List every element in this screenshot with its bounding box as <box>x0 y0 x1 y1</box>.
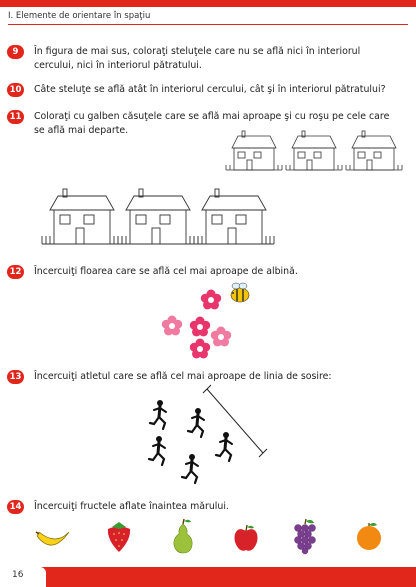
flower-icon[interactable] <box>190 317 210 337</box>
flower-icon[interactable] <box>211 327 231 347</box>
grapes-icon[interactable] <box>290 518 320 554</box>
pear-icon[interactable] <box>170 518 196 554</box>
bottom-accent-bar <box>0 567 416 587</box>
house-icon <box>286 131 342 170</box>
exercise-number-badge: 13 <box>7 370 24 384</box>
exercise-number-badge: 12 <box>7 265 24 279</box>
flower-icon[interactable] <box>190 339 210 359</box>
runner-icon[interactable] <box>188 408 204 437</box>
runner-icon[interactable] <box>149 436 165 465</box>
house-icon <box>42 189 122 244</box>
far-houses-illustration[interactable] <box>224 128 404 178</box>
house-icon <box>118 189 198 244</box>
exercise-number-badge: 9 <box>7 45 24 59</box>
apple-icon[interactable] <box>232 524 260 552</box>
runner-icon[interactable] <box>216 432 232 461</box>
exercise-number-badge: 11 <box>7 110 24 124</box>
exercise-text: Încercuiţi floarea care se află cel mai aproape de albină. <box>34 266 298 277</box>
flower-icon[interactable] <box>162 316 182 336</box>
house-icon <box>194 189 274 244</box>
bee-icon <box>231 283 249 302</box>
strawberry-icon[interactable] <box>104 520 134 554</box>
exercise-text: În figura de mai sus, coloraţi steluţele care nu se află nici în interiorul cercului, nici în interiorul pătratului. <box>34 46 361 71</box>
runner-icon[interactable] <box>182 454 198 483</box>
page-header-title: I. Elemente de orientare în spaţiu <box>8 11 151 21</box>
flower-icon[interactable] <box>201 290 221 310</box>
banana-icon[interactable] <box>34 526 72 554</box>
exercise-text: Încercuiţi fructele aflate înaintea mărului. <box>34 501 229 512</box>
house-icon <box>346 131 402 170</box>
top-accent-bar <box>0 0 416 7</box>
exercise-text: Încercuiţi atletul care se află cel mai aproape de linia de sosire: <box>34 371 332 382</box>
orange-icon[interactable] <box>354 522 384 552</box>
header-divider <box>8 24 408 25</box>
runner-icon[interactable] <box>150 400 166 429</box>
near-houses-illustration[interactable] <box>40 188 280 250</box>
flowers-and-bee-illustration <box>158 285 258 365</box>
athletes-illustration <box>140 385 280 485</box>
finish-line <box>203 385 267 457</box>
house-icon <box>226 131 282 170</box>
exercise-text: Coloraţi cu galben căsuţele care se află mai aproape şi cu roşu pe cele care se află mai departe. <box>34 111 390 136</box>
page-number: 16 <box>0 567 46 587</box>
exercise-number-badge: 14 <box>7 500 24 514</box>
exercise-number-badge: 10 <box>7 83 24 97</box>
exercise-text: Câte steluţe se află atât în interiorul cercului, cât şi în interiorul pătratului? <box>34 84 386 95</box>
